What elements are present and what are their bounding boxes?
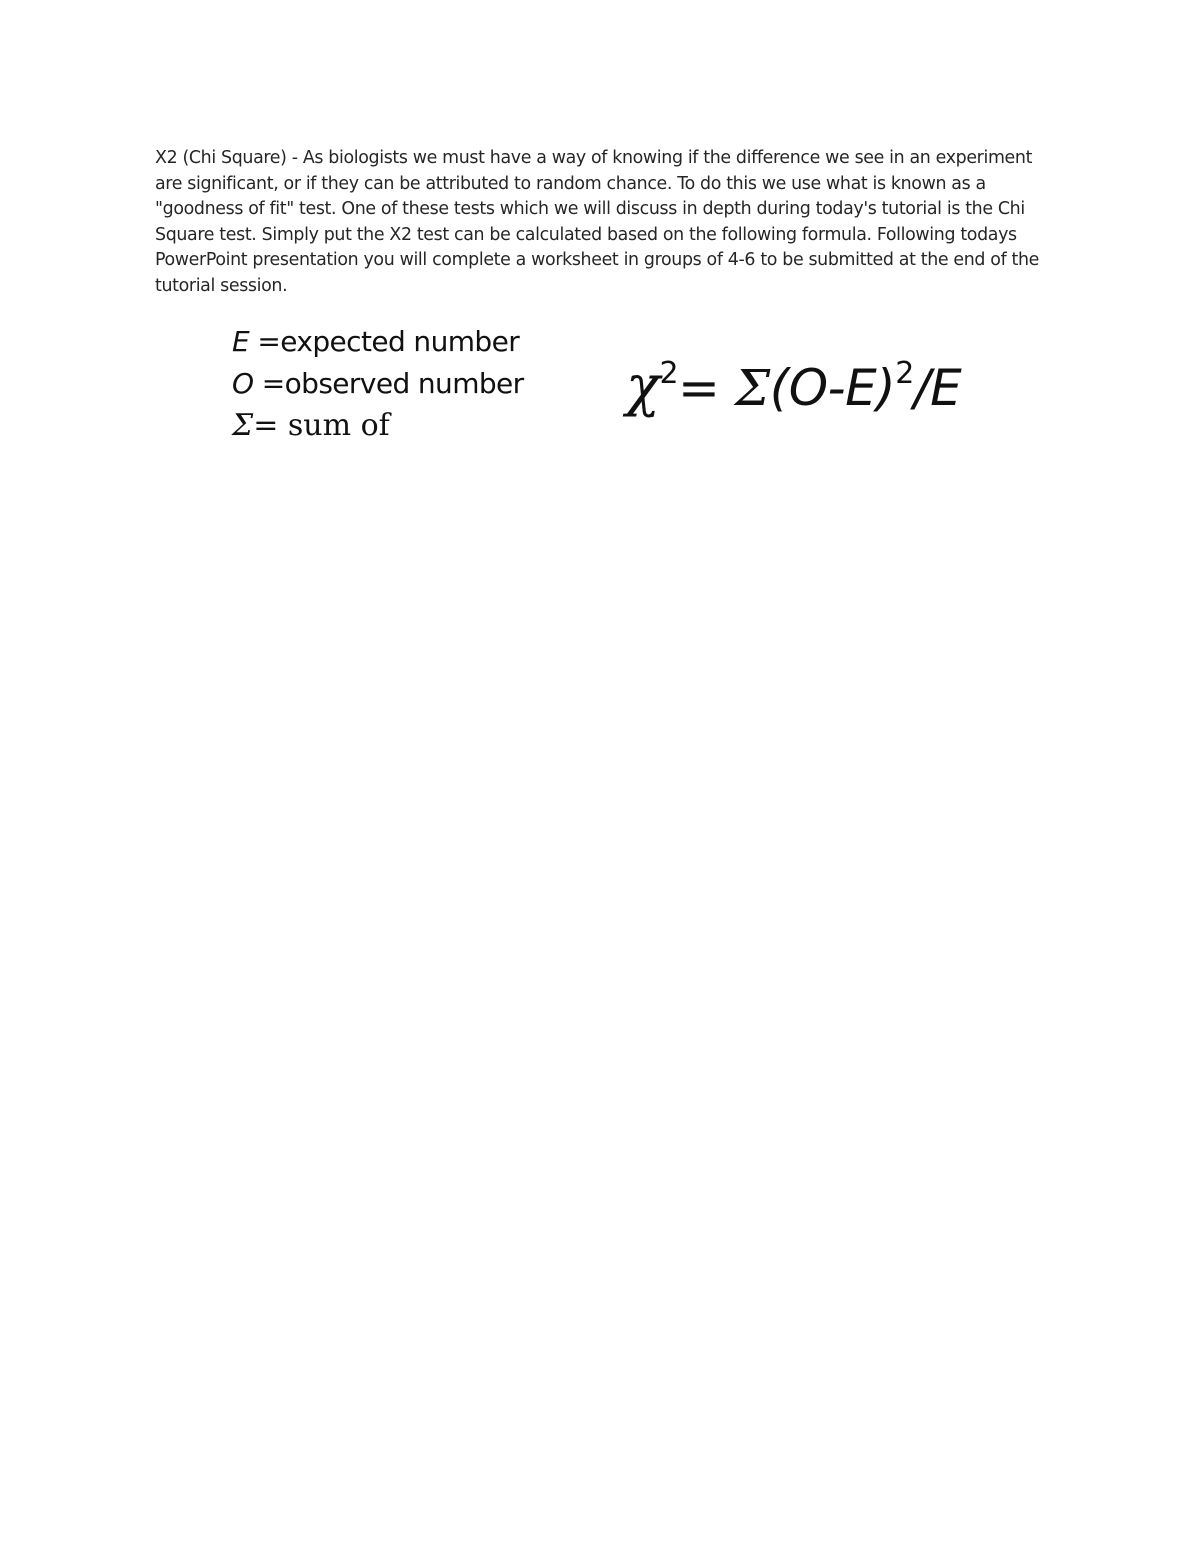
legend-row-observed (232, 364, 572, 406)
formula-chi-exponent: 2 (659, 356, 679, 391)
chi-square-formula (626, 352, 961, 423)
legend-row-sum (232, 406, 572, 448)
legend-symbol-sigma: Σ (232, 408, 254, 443)
formula-body: (O-E) (769, 359, 896, 417)
legend-symbol-o: O (232, 367, 254, 400)
legend-definition-e: =expected number (249, 325, 520, 358)
intro-paragraph: X2 (Chi Square) - As biologists we must have a way of knowing if the difference we see in an experiment are significant, or if they can be attributed to random chance. To do this we use what is known as a "goodness of fit" test. One of these tests which we will discuss in depth during today's tutorial is the Chi Square test. Simply put the X2 test can be calculated based on the following formula. Following todays PowerPoint presentation you will complete a worksheet in groups of 4-6 to be submitted at the end of the tutorial session. (155, 148, 1040, 296)
legend-row-expected (232, 322, 572, 364)
formula-body-exponent: 2 (895, 356, 914, 391)
legend-definition-o: =observed number (253, 367, 524, 400)
formula-chi: χ (626, 354, 660, 419)
legend-symbol-e: E (232, 325, 250, 358)
formula-equals: = (678, 359, 720, 417)
formula-divisor: /E (913, 359, 962, 417)
legend-definition-sigma: = sum of (253, 408, 390, 443)
formula-sigma: Σ (719, 359, 770, 417)
formula-legend (232, 322, 572, 448)
